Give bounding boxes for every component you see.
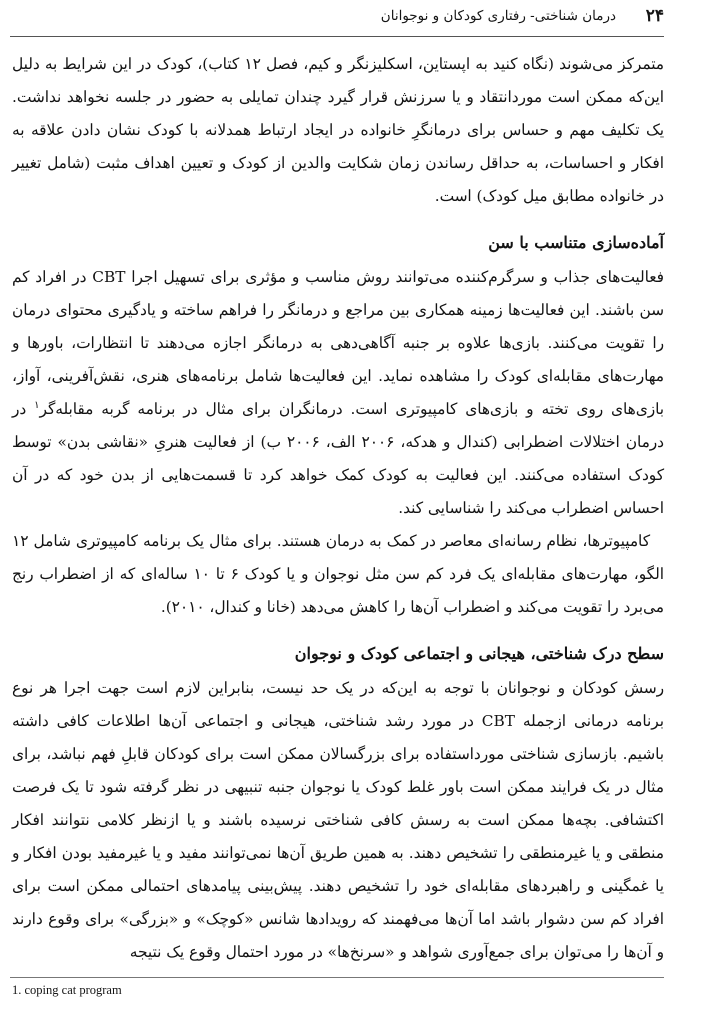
footnote: 1. coping cat program bbox=[12, 983, 122, 997]
header-divider bbox=[10, 36, 664, 37]
footnote-reference: ۱ bbox=[34, 399, 40, 411]
section-heading-age-preparation: آماده‌سازی متناسب با سن bbox=[488, 233, 664, 252]
paragraph-computers: کامپیوترها، نظام رسانه‌ای معاصر در کمک به درمان هستند. برای مثال یک برنامه کامپیوتری شامل ۱۲ الگو، مهارت‌های مقابله‌ای یک فرد کم سن مثل نوجوان و یا کودک ۶ تا ۱۰ ساله‌ای که از اضطراب رنج می‌برد را تقویت می‌کند و اضطراب آن‌ها را کاهش می‌دهد (خانا و کندال، ۲۰۱۰). bbox=[12, 532, 664, 616]
paragraph-intro: متمرکز می‌شوند (نگاه کنید به اپستاین، اسکلیزنگر و کیم، فصل ۱۲ کتاب)، کودک در این شرایط به دلیل این‌که ممکن است موردانتقاد و یا سرزنش قرار گیرد چندان تمایلی به حضور در جلسه نخواهد نداشت. یک تکلیف مهم و حساس برای درمانگرِ خانواده در ایجاد ارتباط همدلانه با کودک نشان دادن علاقه به افکار و احساسات، به حداقل رساندن زمان شکایت والدین از کودک و تعیین اهداف مثبت (شامل تغییر در خانواده مطابق میل کودک) است. bbox=[12, 55, 665, 205]
paragraph-activities-part2: در درمان اختلالات اضطرابی (کندال و هدکه، ۲۰۰۶ الف، ۲۰۰۶ ب) از فعالیت هنریِ «نقاشی بدن» توسط کودک استفاده می‌کنند. این فعالیت به کودک کمک خواهد کرد تا قسمت‌هایی از بدن خود که در آن احساس اضطراب می‌کند را شناسایی کند. bbox=[12, 400, 664, 517]
paragraph-activities-part1: فعالیت‌های جذاب و سرگرم‌کننده می‌توانند روش مناسب و مؤثری برای تسهیل اجرا CBT در افراد کم سن باشند. این فعالیت‌ها زمینه همکاری بین مراجع و درمانگر را فراهم ساخته و یادگیری محتوای درمان را تقویت می‌کنند. بازی‌ها علاوه بر جنبه آگاهی‌دهی به درمانگر اجازه می‌دهند تا انتظارات، باورها و مهارت‌های مقابله‌ای کودک را مشاهده نماید. این فعالیت‌ها شامل برنامه‌های هنری، نقش‌آفرینی، آواز، بازی‌های روی تخته و بازی‌های کامپیوتری است. درمانگران برای مثال در برنامه گربه مقابله‌گر bbox=[12, 268, 665, 418]
paragraph-maturity: رسش کودکان و نوجوانان با توجه به این‌که در یک حد نیست، بنابراین لازم است جهت اجرا هر نوع برنامه درمانی ازجمله CBT در مورد رشد شناختی، هیجانی و اجتماعی آن‌ها اطلاعات کافی داشته باشیم. بازسازی شناختی مورداستفاده برای بزرگسالان ممکن است برای کودکان قابلِ فهم نباشد، برای مثال در یک فرایند ممکن است باور غلط کودک یا نوجوان جنبه تنبیهی در نظر گرفته شود تا یک فرصت اکتشافی. بچه‌ها ممکن است به رسش کافی شناختی نرسیده باشند و یا ازنظر کلامی نتوانند افکار منطقی و یا غیرمنطقی را تشخیص دهند. به همین طریق آن‌ها نمی‌توانند مفید و یا غیرمفید بودن افکار و یا غمگینی و راهبردهای مقابله‌ای خود را تشخیص دهند. پیش‌بینی پیامدهای احتمالی ممکن است برای افراد کم سن دشوار باشد اما آن‌ها می‌فهمند که رویدادها شانس «کوچک» و «بزرگی» برای وقوع دارند و آن‌ها را می‌توان برای جمع‌آوری شواهد و «سرنخ‌ها» در مورد احتمال وقوع یک نتیجه bbox=[12, 679, 664, 961]
footnote-divider bbox=[10, 977, 664, 978]
paragraph-activities bbox=[12, 261, 664, 525]
running-title: درمان شناختی- رفتاری کودکان و نوجوانان bbox=[380, 8, 616, 24]
page-body bbox=[12, 48, 664, 969]
page-number: ۲۴ bbox=[645, 6, 664, 26]
section-heading-cognitive-level: سطح درک شناختی، هیجانی و اجتماعی کودک و نوجوان bbox=[294, 644, 664, 663]
page-header bbox=[0, 0, 704, 40]
